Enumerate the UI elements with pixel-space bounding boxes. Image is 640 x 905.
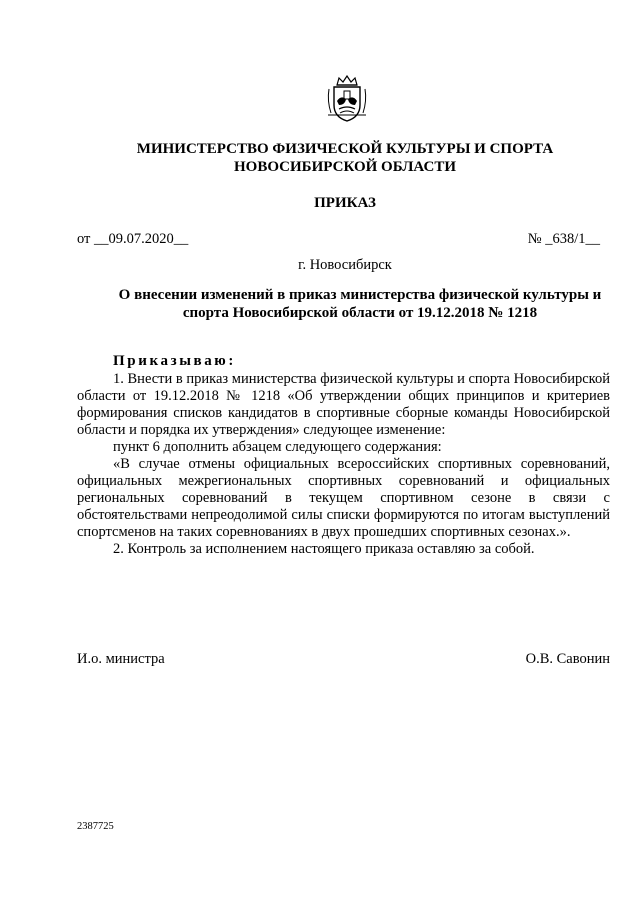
order-number: № _638/1__ — [527, 231, 600, 247]
paragraph-1: 1. Внести в приказ министерства физической культуры и спорта Новосибирской области от 19.12.2018 № 1218 «Об утверждении общих принципов и критериев формирования списков кандидатов в спортивные сборные команды Новосибирской области и порядка их утверждения» следующее изменение: — [77, 371, 610, 438]
signer-name: О.В. Савонин — [525, 651, 610, 667]
document-type: ПРИКАЗ — [314, 195, 376, 211]
signer-position: И.о. министра — [77, 651, 165, 667]
ministry-title-line2: НОВОСИБИРСКОЙ ОБЛАСТИ — [233, 159, 457, 175]
ministry-title — [60, 140, 630, 176]
order-subject-line2: спорта Новосибирской области от 19.12.2018 № 1218 — [182, 305, 538, 321]
city-name: г. Новосибирск — [298, 257, 392, 273]
paragraph-4: 2. Контроль за исполнением настоящего приказа оставляю за собой. — [113, 541, 535, 557]
order-date: от __09.07.2020__ — [77, 231, 189, 247]
document-code: 2387725 — [77, 821, 114, 832]
order-subject — [90, 286, 630, 322]
paragraph-2: пункт 6 дополнить абзацем следующего содержания: — [113, 439, 442, 455]
coat-of-arms-icon — [325, 75, 369, 123]
ministry-title-line1: МИНИСТЕРСТВО ФИЗИЧЕСКОЙ КУЛЬТУРЫ И СПОРТА — [136, 141, 554, 157]
order-subject-line1: О внесении изменений в приказ министерства физической культуры и — [118, 287, 602, 303]
paragraph-3: «В случае отмены официальных всероссийских спортивных соревнований, официальных межрегиональных спортивных соревнований и официальных региональных соревнований в текущем спортивном сезоне в связи с обстоятельствами непреодолимой силы списки формируются по итогам выступлений спортсменов на таких соревнованиях в двух прошедших спортивных сезонах.». — [77, 456, 610, 540]
order-directive: Приказываю: — [113, 353, 236, 369]
order-body — [77, 371, 610, 558]
